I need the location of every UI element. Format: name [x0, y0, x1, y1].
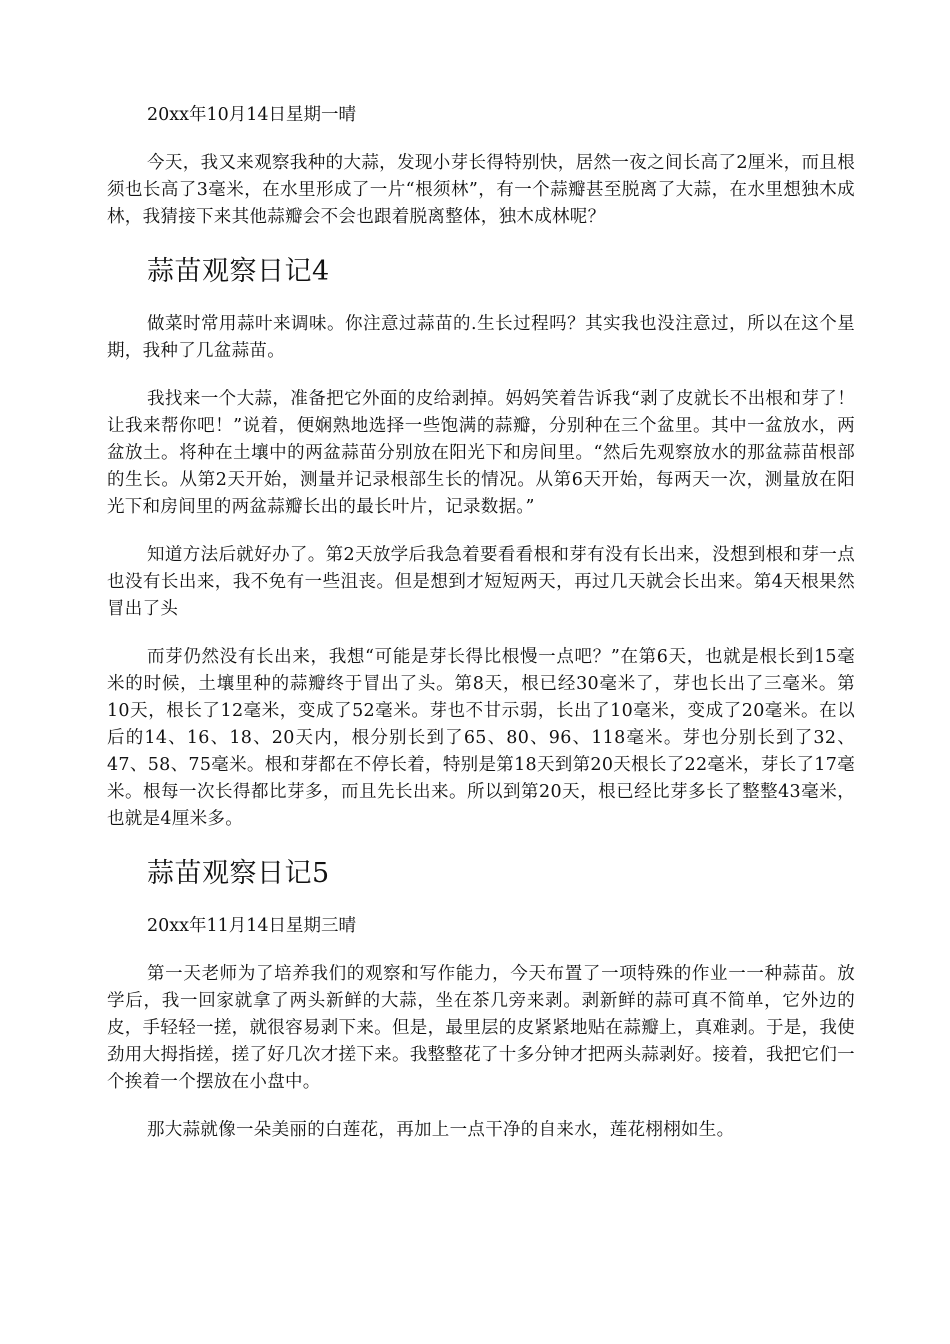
paragraph: 第一天老师为了培养我们的观察和写作能力，今天布置了一项特殊的作业一一种蒜苗。放学后，我一回家就拿了两头新鲜的大蒜，坐在茶几旁来剥。剥新鲜的蒜可真不简单，它外边的皮，手轻轻一搓，就很容易剥下来。但是，最里层的皮紧紧地贴在蒜瓣上，真难剥。于是，我使劲用大拇指搓，搓了好几次才搓下来。我整整花了十多分钟才把两头蒜剥好。接着，我把它们一个挨着一个摆放在小盘中。 [107, 964, 855, 1092]
paragraph: 那大蒜就像一朵美丽的白莲花，再加上一点干净的自来水，莲花栩栩如生。 [147, 1120, 735, 1140]
entry-title: 蒜苗观察日记4 [147, 256, 330, 287]
paragraph: 做菜时常用蒜叶来调味。你注意过蒜苗的.生长过程吗？其实我也没注意过，所以在这个星期，我种了几盆蒜苗。 [107, 314, 855, 361]
paragraph: 而芽仍然没有长出来，我想“可能是芽长得比根慢一点吧？”在第6天，也就是根长到15毫米的时候，土壤里种的蒜瓣终于冒出了头。第8天，根已经30毫米了，芽也长出了三毫米。第10天，根长了12毫米，变成了52毫米。芽也不甘示弱，长出了10毫米，变成了20毫米。在以后的14、16、18、20天内，根分别长到了65、80、96、118毫米。芽也分别长到了32、47、58、75毫米。根和芽都在不停长着，特别是第18天到第20天根长了22毫米，芽长了17毫米。根每一次长得都比芽多，而且先长出来。所以到第20天，根已经比芽多长了整整43毫米，也就是4厘米多。 [107, 647, 855, 829]
entry-date: 20xx年10月14日星期一晴 [147, 105, 357, 125]
entry-date: 20xx年11月14日星期三晴 [147, 916, 357, 936]
paragraph: 知道方法后就好办了。第2天放学后我急着要看看根和芽有没有长出来，没想到根和芽一点也没有长出来，我不免有一些沮丧。但是想到才短短两天，再过几天就会长出来。第4天根果然冒出了头 [107, 545, 855, 619]
paragraph: 我找来一个大蒜，准备把它外面的皮给剥掉。妈妈笑着告诉我“剥了皮就长不出根和芽了！让我来帮你吧！”说着，便娴熟地选择一些饱满的蒜瓣，分别种在三个盆里。其中一盆放水，两盆放土。将种在土壤中的两盆蒜苗分别放在阳光下和房间里。“然后先观察放水的那盆蒜苗根部的生长。从第2天开始，测量并记录根部生长的情况。从第6天开始，每两天一次，测量放在阳光下和房间里的两盆蒜瓣长出的最长叶片，记录数据。” [107, 389, 855, 517]
document-content [107, 102, 855, 1165]
entry-title: 蒜苗观察日记5 [147, 858, 330, 889]
paragraph: 今天，我又来观察我种的大蒜，发现小芽长得特别快，居然一夜之间长高了2厘米，而且根须也长高了3毫米，在水里形成了一片“根须林”，有一个蒜瓣甚至脱离了大蒜，在水里想独木成林，我猜接下来其他蒜瓣会不会也跟着脱离整体，独木成林呢？ [107, 153, 855, 227]
